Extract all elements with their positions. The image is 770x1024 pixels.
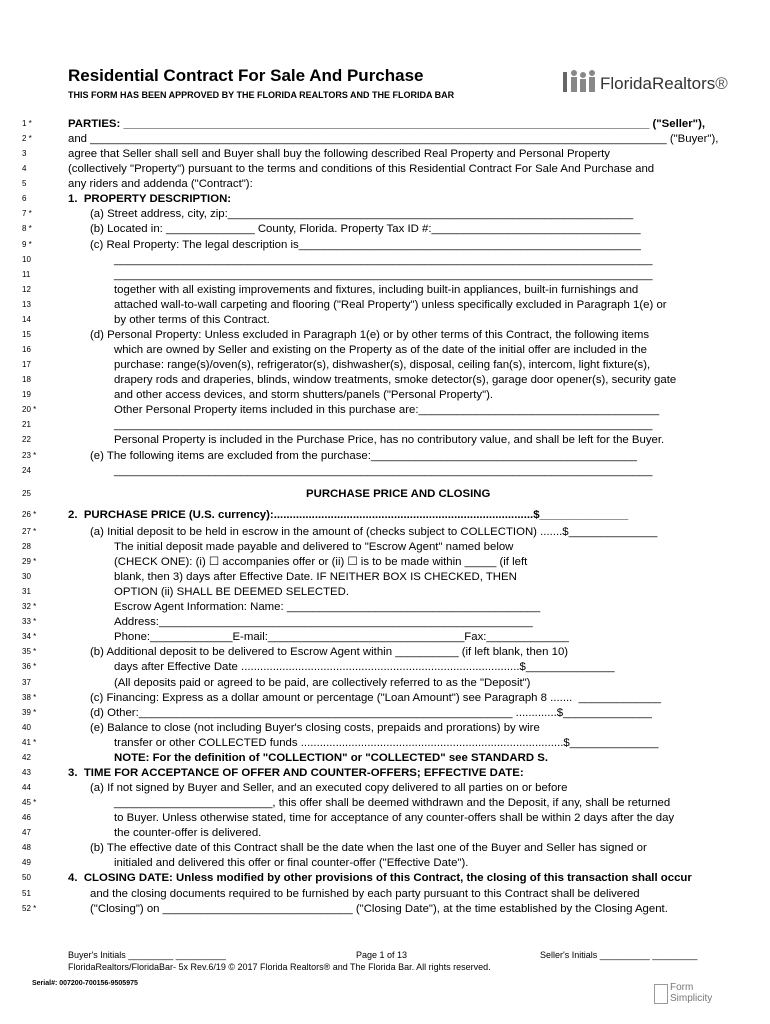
line-number: 48 bbox=[22, 843, 31, 853]
contract-line bbox=[0, 660, 770, 674]
contract-line bbox=[0, 418, 770, 432]
contract-line bbox=[0, 585, 770, 599]
contract-line bbox=[0, 540, 770, 554]
line-number: 31 bbox=[22, 587, 31, 597]
line-text[interactable]: 2. PURCHASE PRICE (U.S. currency):..................................................................................$______________ bbox=[68, 508, 629, 521]
contract-line bbox=[0, 117, 770, 131]
line-number: 27 * bbox=[22, 526, 37, 536]
contract-line bbox=[0, 343, 770, 357]
line-text[interactable]: (d) Other:___________________________________________________________ .............$______________ bbox=[90, 706, 652, 719]
contract-line bbox=[0, 525, 770, 539]
contract-line bbox=[0, 449, 770, 463]
contract-line bbox=[0, 192, 770, 206]
line-text: the counter-offer is delivered. bbox=[114, 827, 262, 840]
line-text: to Buyer. Unless otherwise stated, time for acceptance of any counter-offers shall be within 2 days after the day bbox=[114, 812, 675, 825]
contract-line bbox=[0, 706, 770, 720]
line-text: any riders and addenda ("Contract"): bbox=[68, 178, 253, 191]
formsimplicity-logo: Form Simplicity bbox=[654, 982, 734, 1008]
line-text[interactable]: _____________________________________________________________________________________ bbox=[114, 419, 653, 432]
contract-line bbox=[0, 887, 770, 901]
line-number: 37 bbox=[22, 677, 31, 687]
line-number: 22 bbox=[22, 435, 31, 445]
contract-line bbox=[0, 162, 770, 176]
contract-line bbox=[0, 781, 770, 795]
line-number: 46 bbox=[22, 813, 31, 823]
line-number: 38 * bbox=[22, 692, 37, 702]
florida-realtors-logo bbox=[562, 68, 728, 100]
contract-line bbox=[0, 388, 770, 402]
line-text: which are owned by Seller and existing on the Property as of the date of the initial offer are included in the bbox=[114, 344, 647, 357]
contract-line bbox=[0, 736, 770, 750]
line-text: by other terms of this Contract. bbox=[114, 313, 270, 326]
line-number: 19 bbox=[22, 390, 31, 400]
line-text[interactable]: Escrow Agent Information: Name: ________________________________________ bbox=[114, 601, 541, 614]
line-text: (e) Balance to close (not including Buyer's closing costs, prepaids and prorations) by wire bbox=[90, 721, 540, 734]
line-text: 1. PROPERTY DESCRIPTION: bbox=[68, 193, 232, 206]
line-number: 6 bbox=[22, 194, 27, 204]
contract-line bbox=[0, 403, 770, 417]
line-text: drapery rods and draperies, blinds, window treatments, smoke detector(s), garage door opener(s), security gate bbox=[114, 374, 677, 387]
line-number: 7 * bbox=[22, 209, 32, 219]
contract-line bbox=[0, 222, 770, 236]
line-number: 33 * bbox=[22, 617, 37, 627]
line-text[interactable]: _____________________________________________________________________________________ bbox=[114, 464, 653, 477]
line-text[interactable]: (b) Located in: ______________ County, Florida. Property Tax ID #:_________________________________ bbox=[90, 223, 641, 236]
line-text[interactable]: days after Effective Date ........................................................................................$______________ bbox=[114, 661, 615, 674]
contract-line bbox=[0, 600, 770, 614]
line-text: (collectively "Property") pursuant to the terms and conditions of this Residential Contract For Sale And Purchase and bbox=[68, 163, 655, 176]
line-text: and the closing documents required to be furnished by each party pursuant to this Contract shall be delivered bbox=[90, 887, 640, 900]
line-number: 17 bbox=[22, 360, 31, 370]
line-number: 2 * bbox=[22, 134, 32, 144]
line-text: OPTION (ii) SHALL BE DEEMED SELECTED. bbox=[114, 586, 350, 599]
contract-line bbox=[0, 676, 770, 690]
line-text: attached wall-to-wall carpeting and flooring ("Real Property") unless specifically excluded in Paragraph 1(e) or bbox=[114, 298, 667, 311]
line-number: 36 * bbox=[22, 662, 37, 672]
contract-line bbox=[0, 464, 770, 478]
line-text[interactable]: Address:___________________________________________________________ bbox=[114, 616, 533, 629]
contract-line bbox=[0, 358, 770, 372]
line-text: (b) The effective date of this Contract shall be the date when the last one of the Buyer and Seller has signed or bbox=[90, 842, 647, 855]
line-text: 4. CLOSING DATE: Unless modified by other provisions of this Contract, the closing of this transaction shall occur bbox=[68, 872, 692, 885]
line-number: 24 bbox=[22, 465, 31, 475]
line-text[interactable]: and ___________________________________________________________________________________________ ("Buyer"), bbox=[68, 133, 719, 146]
line-number: 30 bbox=[22, 572, 31, 582]
line-number: 34 * bbox=[22, 632, 37, 642]
serial-number: Serial#: 007200-700156-9505975 bbox=[32, 980, 138, 987]
line-number: 25 bbox=[22, 488, 31, 498]
line-text[interactable]: (e) The following items are excluded from the purchase:__________________________________________ bbox=[90, 449, 637, 462]
line-number: 16 bbox=[22, 345, 31, 355]
line-number: 4 bbox=[22, 164, 27, 174]
line-text[interactable]: Phone:_____________E-mail:_______________________________Fax:_____________ bbox=[114, 631, 569, 644]
line-number: 18 bbox=[22, 375, 31, 385]
line-number: 39 * bbox=[22, 707, 37, 717]
contract-line bbox=[0, 826, 770, 840]
line-number: 28 bbox=[22, 541, 31, 551]
contract-line bbox=[0, 645, 770, 659]
line-number: 51 bbox=[22, 888, 31, 898]
line-number: 8 * bbox=[22, 224, 32, 234]
line-text: and other access devices, and storm shutters/panels ("Personal Property"). bbox=[114, 389, 494, 402]
line-number: 47 bbox=[22, 828, 31, 838]
line-number: 14 bbox=[22, 314, 31, 324]
contract-line bbox=[0, 751, 770, 765]
contract-line bbox=[0, 253, 770, 267]
line-number: 10 bbox=[22, 254, 31, 264]
contract-line bbox=[0, 570, 770, 584]
line-text: purchase: range(s)/oven(s), refrigerator(s), dishwasher(s), disposal, ceiling fan(s), intercom, light fixture(s), bbox=[114, 359, 651, 372]
contract-line bbox=[0, 766, 770, 780]
approval-subtitle: THIS FORM HAS BEEN APPROVED BY THE FLORIDA REALTORS AND THE FLORIDA BAR bbox=[68, 90, 455, 100]
line-text[interactable]: PARTIES: ___________________________________________________________________________________ ("Seller"), bbox=[68, 118, 706, 130]
line-number: 3 bbox=[22, 149, 27, 159]
line-text: together with all existing improvements and fixtures, including built-in appliances, built-in furnishings and bbox=[114, 283, 639, 296]
line-number: 11 bbox=[22, 269, 31, 279]
line-number: 40 bbox=[22, 722, 31, 732]
seller-initials[interactable]: Seller's Initials __________ _________ bbox=[540, 950, 698, 960]
contract-line bbox=[0, 871, 770, 885]
line-text[interactable]: (a) Street address, city, zip:________________________________________________________________ bbox=[90, 208, 634, 221]
line-number: 5 bbox=[22, 179, 27, 189]
line-text[interactable]: transfer or other COLLECTED funds ...................................................................................$______________ bbox=[114, 736, 659, 749]
line-number: 26 * bbox=[22, 509, 37, 519]
line-number: 50 bbox=[22, 873, 31, 883]
line-text: The initial deposit made payable and delivered to "Escrow Agent" named below bbox=[114, 540, 514, 553]
line-number: 9 * bbox=[22, 239, 32, 249]
logo-wordmark: FloridaRealtors® bbox=[600, 74, 728, 93]
contract-line bbox=[0, 207, 770, 221]
buyer-initials[interactable]: Buyer's Initials _________ __________ bbox=[68, 950, 226, 960]
contract-line bbox=[0, 313, 770, 327]
revision-copyright: FloridaRealtors/FloridaBar- 5x Rev.6/19 © 2017 Florida Realtors® and The Florida Bar. All rights reserved. bbox=[68, 962, 491, 972]
contract-line bbox=[0, 615, 770, 629]
line-text: Personal Property is included in the Purchase Price, has no contributory value, and shall be left for the Buyer. bbox=[114, 434, 665, 447]
contract-line bbox=[0, 811, 770, 825]
line-number: 13 bbox=[22, 299, 31, 309]
line-number: 20 * bbox=[22, 405, 37, 415]
contract-line bbox=[0, 508, 770, 522]
contract-line bbox=[0, 147, 770, 161]
contract-line bbox=[0, 238, 770, 252]
line-number: 43 bbox=[22, 767, 31, 777]
line-text: (a) If not signed by Buyer and Seller, and an executed copy delivered to all parties on or before bbox=[90, 782, 568, 794]
contract-line bbox=[0, 796, 770, 810]
contract-line bbox=[0, 856, 770, 870]
line-number: 15 bbox=[22, 329, 31, 339]
line-number: 1 * bbox=[22, 119, 32, 128]
line-number: 49 bbox=[22, 858, 31, 868]
line-number: 42 bbox=[22, 752, 31, 762]
line-text[interactable]: _________________________, this offer shall be deemed withdrawn and the Deposit, if any, shall be returned bbox=[114, 797, 671, 810]
contract-line bbox=[0, 298, 770, 312]
line-text[interactable]: (c) Real Property: The legal description is______________________________________________________ bbox=[90, 238, 641, 251]
contract-line bbox=[0, 132, 770, 146]
line-number: 52 * bbox=[22, 903, 37, 913]
line-text: agree that Seller shall sell and Buyer shall buy the following described Real Property and Personal Property bbox=[68, 148, 610, 161]
line-number: 35 * bbox=[22, 647, 37, 657]
contract-line bbox=[0, 555, 770, 569]
contract-line bbox=[0, 433, 770, 447]
line-number: 29 * bbox=[22, 556, 37, 566]
line-number: 21 bbox=[22, 420, 31, 430]
line-text[interactable]: (CHECK ONE): (i) ☐ accompanies offer or (ii) ☐ is to be made within _____ (if left bbox=[114, 555, 528, 568]
line-text: (d) Personal Property: Unless excluded in Paragraph 1(e) or by other terms of this Contract, the following items bbox=[90, 328, 650, 341]
contract-line bbox=[0, 630, 770, 644]
contract-line bbox=[0, 268, 770, 282]
line-number: 32 * bbox=[22, 602, 37, 612]
contract-line bbox=[0, 841, 770, 855]
document-icon bbox=[654, 984, 668, 1004]
contract-line bbox=[0, 691, 770, 705]
line-text[interactable]: ("Closing") on ______________________________ ("Closing Date"), at the time established by the Closing Agent. bbox=[90, 902, 668, 915]
line-text: (All deposits paid or agreed to be paid, are collectively referred to as the "Deposit") bbox=[114, 676, 531, 689]
contract-line bbox=[0, 283, 770, 297]
line-number: 12 bbox=[22, 284, 31, 294]
contract-line bbox=[0, 487, 770, 501]
contract-line bbox=[0, 373, 770, 387]
line-number: 45 * bbox=[22, 798, 37, 808]
contract-line bbox=[0, 902, 770, 916]
line-number: 41 * bbox=[22, 737, 37, 747]
line-number: 44 bbox=[22, 783, 31, 792]
line-text[interactable]: Other Personal Property items included in this purchase are:______________________________________ bbox=[114, 404, 660, 417]
realtors-people-icon bbox=[562, 68, 598, 98]
contract-line bbox=[0, 177, 770, 191]
contract-line bbox=[0, 328, 770, 342]
line-number: 23 * bbox=[22, 450, 37, 460]
line-text[interactable]: (a) Initial deposit to be held in escrow in the amount of (checks subject to COLLECTION) .......$______________ bbox=[90, 525, 658, 538]
page-title: Residential Contract For Sale And Purchase bbox=[68, 66, 424, 85]
line-text[interactable]: _____________________________________________________________________________________ bbox=[114, 268, 653, 281]
line-text: 3. TIME FOR ACCEPTANCE OF OFFER AND COUNTER-OFFERS; EFFECTIVE DATE: bbox=[68, 766, 524, 779]
contract-line bbox=[0, 721, 770, 735]
line-text[interactable]: (b) Additional deposit to be delivered to Escrow Agent within __________ (if left blank, then 10) bbox=[90, 646, 569, 659]
line-text: PURCHASE PRICE AND CLOSING bbox=[306, 487, 491, 500]
line-text: NOTE: For the definition of "COLLECTION" or "COLLECTED" see STANDARD S. bbox=[114, 751, 548, 764]
line-text: initialed and delivered this offer or final counter-offer ("Effective Date"). bbox=[114, 857, 469, 870]
line-text[interactable]: (c) Financing: Express as a dollar amount or percentage ("Loan Amount") see Paragraph 8 ....... _____________ bbox=[90, 691, 661, 704]
page-number: Page 1 of 13 bbox=[356, 950, 408, 960]
line-text[interactable]: _____________________________________________________________________________________ bbox=[114, 253, 653, 266]
line-text: blank, then 3) days after Effective Date. IF NEITHER BOX IS CHECKED, THEN bbox=[114, 571, 517, 584]
